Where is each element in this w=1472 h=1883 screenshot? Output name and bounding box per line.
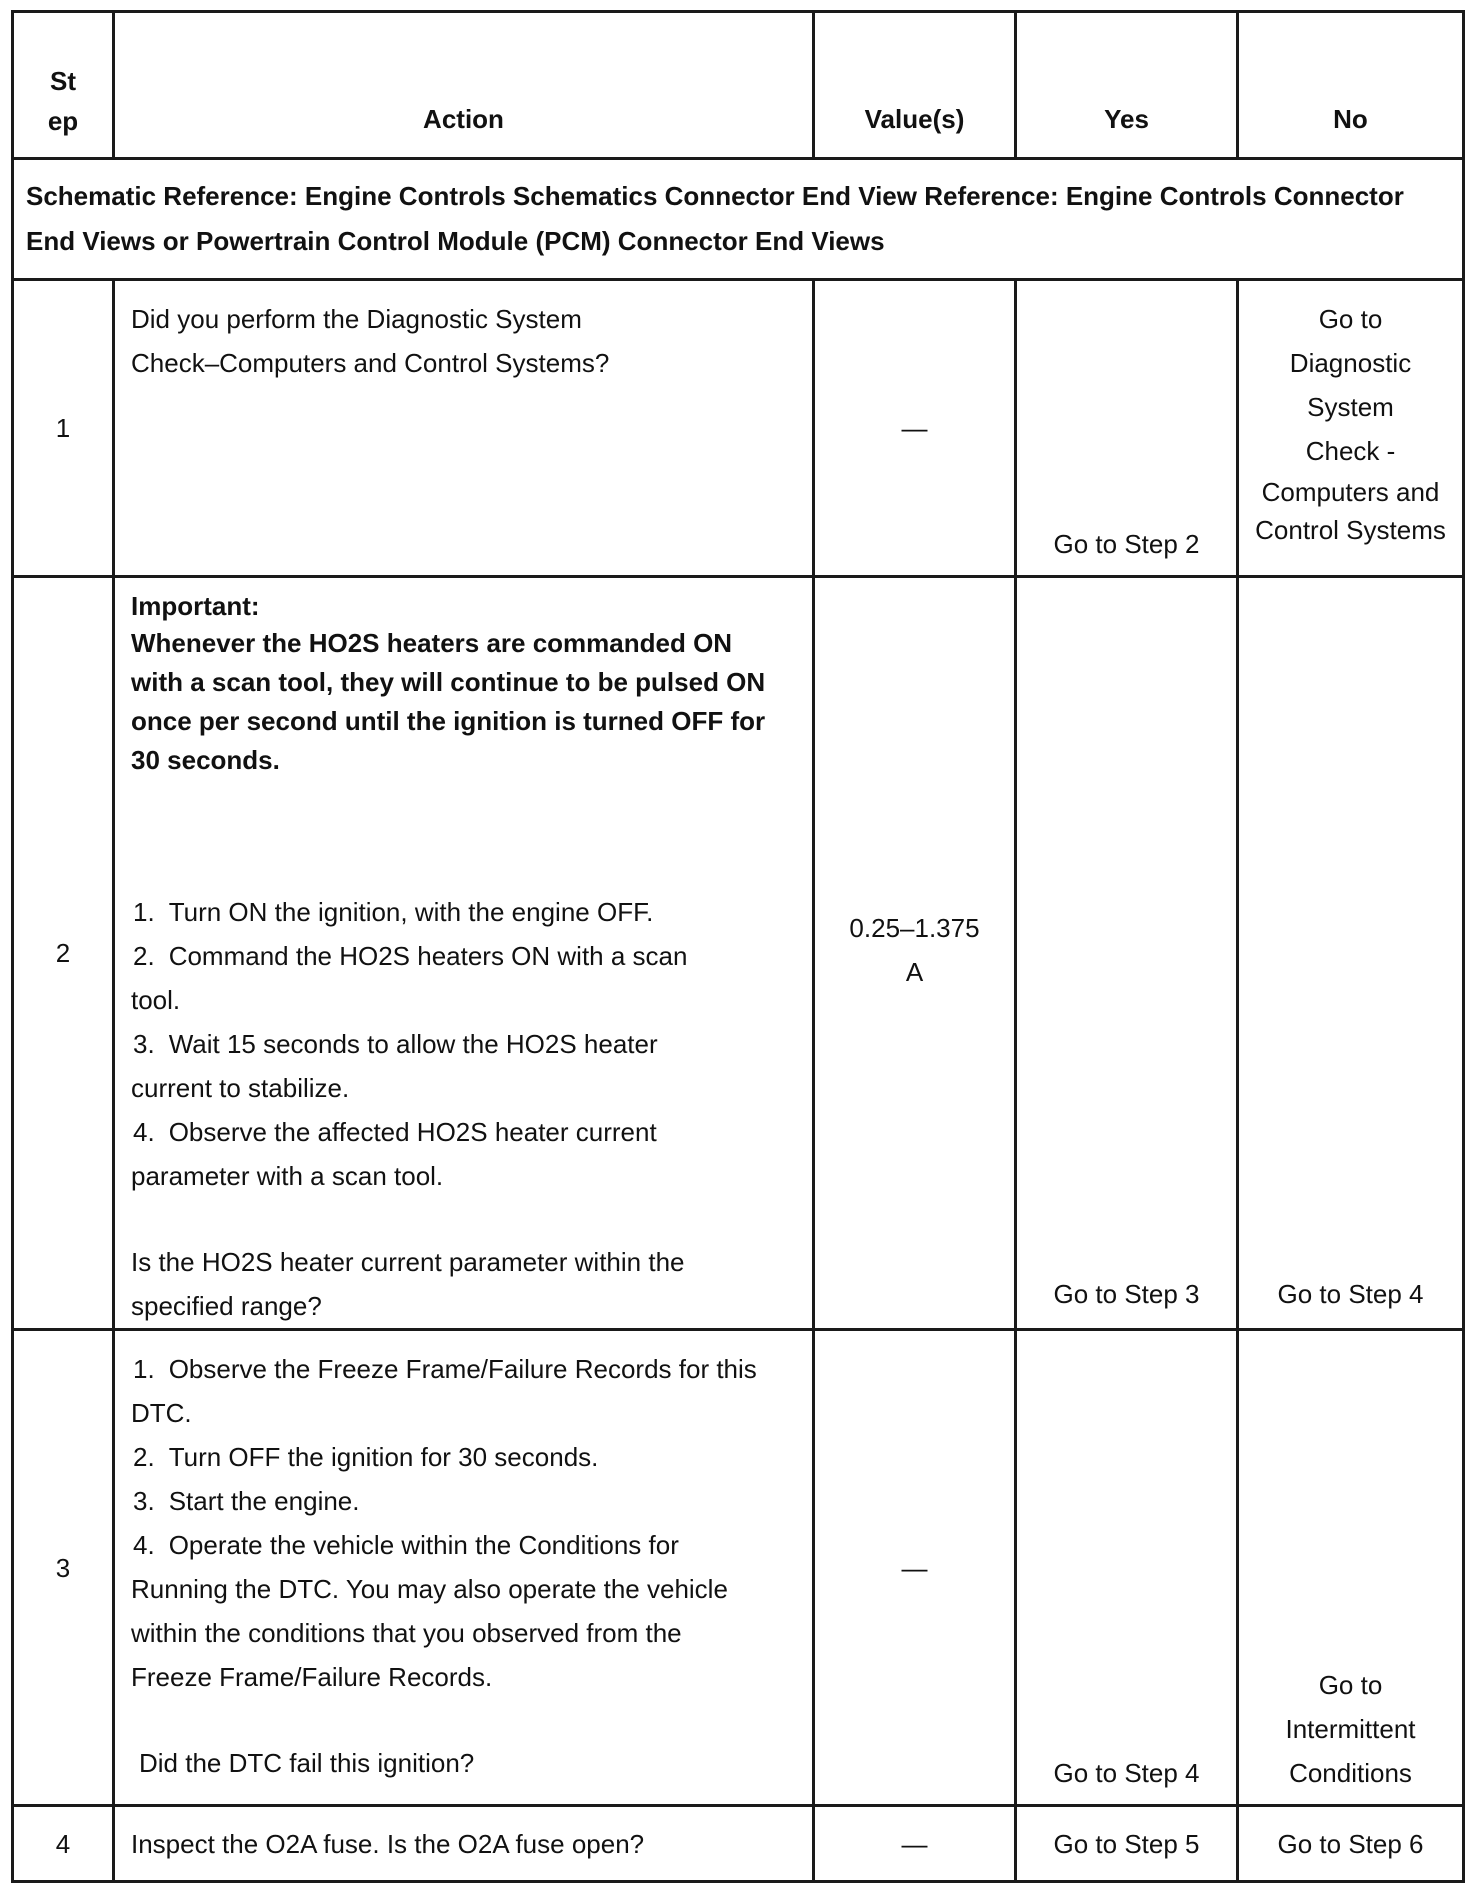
table-row	[13, 577, 1464, 1330]
procedure-list	[131, 1347, 802, 1699]
table-row	[13, 1330, 1464, 1806]
yes-link[interactable]: Go to Step 2	[1053, 529, 1200, 559]
value-range: 0.25–1.375	[849, 913, 980, 943]
reference-text: Schematic Reference: Engine Controls Schematics Connector End View Reference: Engine Controls Connector End Views or Powertrain Control Module (PCM) Connector End Views	[26, 181, 1404, 256]
action-cell	[114, 1330, 814, 1806]
action-cell	[114, 1806, 814, 1882]
step-number: 1	[13, 280, 114, 577]
header-yes: Yes	[1016, 12, 1238, 159]
no-cell	[1238, 280, 1464, 577]
action-text: Did you perform the Diagnostic System	[131, 304, 582, 334]
value-cell: —	[814, 1806, 1016, 1882]
yes-cell	[1016, 1806, 1238, 1882]
value-cell: —	[814, 1330, 1016, 1806]
no-cell	[1238, 1806, 1464, 1882]
yes-cell	[1016, 280, 1238, 577]
action-cell	[114, 577, 814, 1330]
yes-cell	[1016, 1330, 1238, 1806]
header-row	[13, 12, 1464, 159]
table-row	[13, 280, 1464, 577]
list-item: 1. Turn ON the ignition, with the engine OFF.	[133, 897, 654, 927]
question-text: Is the HO2S heater current parameter within the specified range?	[131, 1247, 685, 1321]
important-title: Important:	[131, 591, 260, 621]
step-number: 2	[13, 577, 114, 1330]
list-item: 2. Command the HO2S heaters ON with a scan tool.	[131, 941, 688, 1015]
no-link[interactable]: Go to Intermittent Conditions	[1285, 1670, 1416, 1788]
no-link[interactable]: Go to Step 4	[1277, 1279, 1424, 1309]
yes-link[interactable]: Go to Step 5	[1053, 1828, 1200, 1859]
yes-link[interactable]: Go to Step 4	[1053, 1758, 1200, 1788]
list-item: 2. Turn OFF the ignition for 30 seconds.	[133, 1442, 599, 1472]
no-link[interactable]: Go to Diagnostic System Check - Computers and Control Systems	[1255, 304, 1446, 545]
question-text: Did the DTC fail this ignition?	[139, 1748, 475, 1778]
reference-row	[13, 159, 1464, 280]
header-step	[13, 12, 114, 159]
no-cell	[1238, 577, 1464, 1330]
header-action: Action	[114, 12, 814, 159]
header-no: No	[1238, 12, 1464, 159]
step-number: 4	[13, 1806, 114, 1882]
action-text: Inspect the O2A fuse. Is the O2A fuse open?	[131, 1828, 645, 1859]
value-cell	[814, 577, 1016, 1330]
procedure-list	[131, 890, 771, 1198]
action-cell	[114, 280, 814, 577]
list-item: 3. Wait 15 seconds to allow the HO2S heater current to stabilize.	[131, 1029, 658, 1103]
header-step-line1: St	[50, 66, 76, 96]
header-step-line2: ep	[47, 106, 79, 136]
list-item: 3. Start the engine.	[133, 1486, 360, 1516]
no-cell	[1238, 1330, 1464, 1806]
yes-cell	[1016, 577, 1238, 1330]
list-item: 4. Operate the vehicle within the Conditions for Running the DTC. You may also operate the vehicle within the conditions that you observed from the Freeze Frame/Failure Records.	[131, 1530, 728, 1692]
yes-link[interactable]: Go to Step 3	[1053, 1279, 1200, 1309]
list-item: 1. Observe the Freeze Frame/Failure Records for this DTC.	[131, 1354, 757, 1428]
schematic-reference	[13, 159, 1464, 280]
no-link[interactable]: Go to Step 6	[1277, 1828, 1424, 1859]
step-number: 3	[13, 1330, 114, 1806]
table-row	[13, 1806, 1464, 1882]
value-unit: A	[905, 957, 924, 987]
header-values: Value(s)	[814, 12, 1016, 159]
action-text: Check–Computers and Control Systems?	[131, 348, 610, 378]
list-item: 4. Observe the affected HO2S heater current parameter with a scan tool.	[131, 1117, 657, 1191]
important-note: Whenever the HO2S heaters are commanded ON with a scan tool, they will continue to be pulsed ON once per second until the ignition is turned OFF for 30 seconds.	[131, 628, 766, 775]
value-cell: —	[814, 280, 1016, 577]
diagnostic-table	[11, 10, 1465, 1883]
